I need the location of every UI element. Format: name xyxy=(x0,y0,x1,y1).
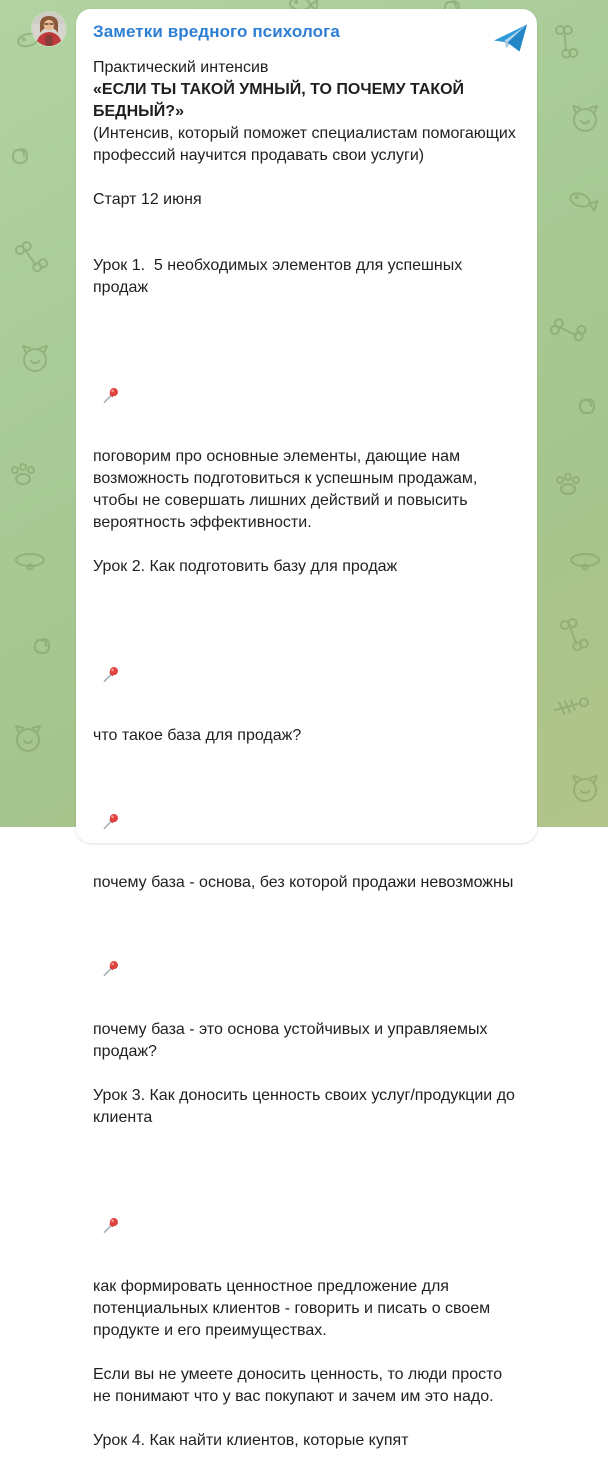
message-line: Урок 2. Как подготовить базу для продаж xyxy=(93,558,398,575)
message-line: поговорим про основные элементы, дающие нам возможность подготовиться к успешным продажам, чтобы не совершать лишних действий и повысить вероятность эффективности. xyxy=(93,321,521,534)
pushpin-icon xyxy=(102,916,120,933)
message-line: Старт 12 июня xyxy=(93,191,202,208)
blank-line xyxy=(93,1342,521,1364)
message-header xyxy=(76,9,537,54)
message-line: как формировать ценностное предложение для потенциальных клиентов - говорить и писать о своем продукте и его преимуществах. xyxy=(93,1151,521,1342)
message-line: Если вы не умеете доносить ценность, то люди просто не понимают что у вас покупают и зачем им это надо. xyxy=(93,1366,507,1405)
blank-line xyxy=(93,211,521,233)
blank-line xyxy=(93,299,521,321)
blank-line xyxy=(93,1063,521,1085)
blank-line xyxy=(93,534,521,556)
pushpin-icon xyxy=(102,343,120,360)
pushpin-icon xyxy=(102,769,120,786)
blank-line xyxy=(93,233,521,255)
message-line: Урок 3. Как доносить ценность своих услуг/продукции до клиента xyxy=(93,1087,520,1126)
message-line: Урок 1. 5 необходимых элементов для успешных продаж xyxy=(93,257,467,296)
message-line: Урок 4. Как найти клиентов, которые купят xyxy=(93,1432,409,1449)
blank-line xyxy=(93,1408,521,1430)
blank-line xyxy=(93,167,521,189)
message-line: почему база - основа, без которой продажи невозможны xyxy=(93,747,521,894)
avatar-photo-illustration xyxy=(32,12,66,46)
pushpin-icon xyxy=(102,1173,120,1190)
channel-avatar[interactable] xyxy=(32,12,66,46)
message-line: почему база - это основа устойчивых и управляемых продаж? xyxy=(93,894,521,1063)
blank-line xyxy=(93,1129,521,1151)
message-line: (Интенсив, который поможет специалистам помогающих профессий научится продавать свои услуги) xyxy=(93,125,521,164)
message-line: Практический интенсив xyxy=(93,59,269,76)
channel-name-link[interactable]: Заметки вредного психолога xyxy=(93,22,340,41)
message-bubble xyxy=(76,9,537,1449)
blank-line xyxy=(93,578,521,600)
telegram-plane-icon[interactable] xyxy=(492,21,529,54)
message-text xyxy=(76,54,537,1470)
pushpin-icon xyxy=(102,622,120,639)
message-line: что такое база для продаж? xyxy=(93,600,521,747)
message-line: «ЕСЛИ ТЫ ТАКОЙ УМНЫЙ, ТО ПОЧЕМУ ТАКОЙ БЕДНЫЙ?» xyxy=(93,81,469,120)
